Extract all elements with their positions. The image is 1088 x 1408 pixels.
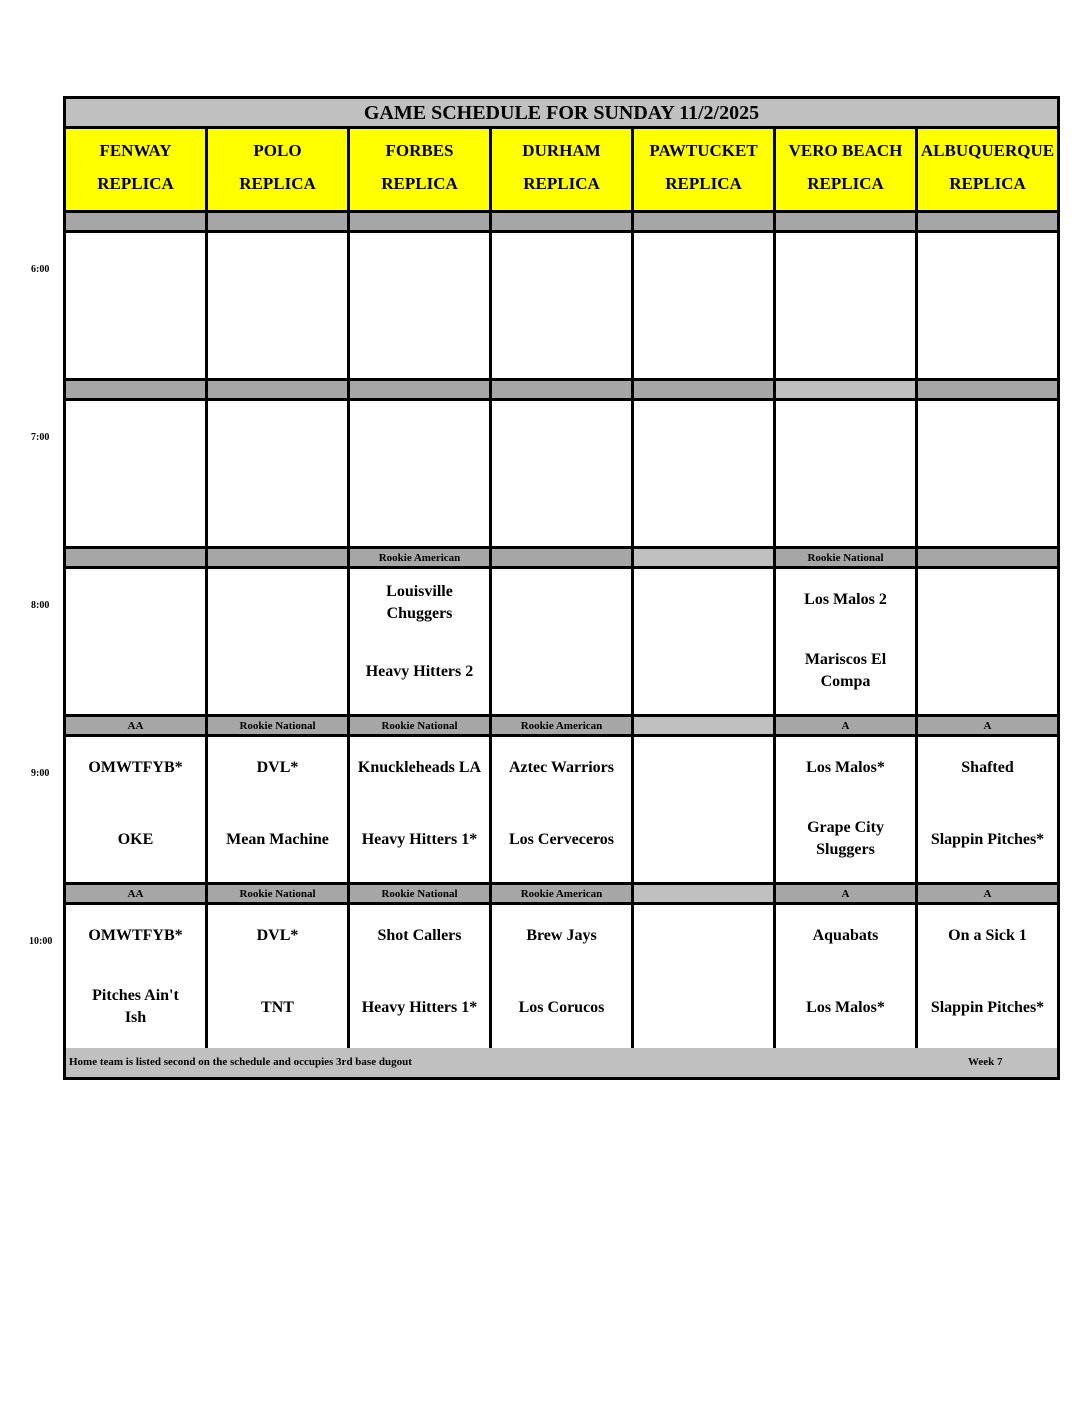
division-label: Rookie National — [776, 549, 918, 569]
division-label: Rookie American — [350, 549, 492, 569]
game-cell — [634, 233, 776, 381]
division-label — [66, 213, 208, 233]
game-cell — [350, 401, 492, 549]
game-cell — [208, 569, 350, 717]
game-cell — [350, 569, 492, 717]
division-label: AA — [66, 717, 208, 737]
game-cell — [492, 905, 634, 1053]
game-cell — [66, 737, 208, 885]
division-label — [350, 213, 492, 233]
home-team: Heavy Hitters 1* — [361, 999, 478, 1016]
away-team: Aquabats — [812, 927, 879, 944]
game-cell — [492, 233, 634, 381]
division-label — [918, 549, 1057, 569]
schedule-title: GAME SCHEDULE FOR SUNDAY 11/2/2025 — [66, 99, 1057, 129]
division-label — [634, 717, 776, 737]
game-cell — [208, 401, 350, 549]
division-label — [776, 381, 918, 401]
away-team: Los Malos 2 — [804, 591, 887, 608]
game-cell — [634, 905, 776, 1053]
away-team: Shafted — [961, 759, 1014, 776]
division-label — [492, 213, 634, 233]
field-header — [66, 129, 208, 213]
field-name: PAWTUCKET — [649, 141, 758, 160]
home-team: Mean Machine — [226, 831, 329, 848]
division-label — [492, 549, 634, 569]
division-label — [66, 381, 208, 401]
home-team: Pitches Ain't Ish — [92, 987, 179, 1026]
field-type: REPLICA — [665, 174, 742, 193]
game-cell — [350, 905, 492, 1053]
game-cell — [492, 737, 634, 885]
division-label — [208, 549, 350, 569]
field-type: REPLICA — [381, 174, 458, 193]
field-header — [918, 129, 1057, 213]
game-cell — [776, 737, 918, 885]
division-label — [66, 549, 208, 569]
game-cell — [350, 233, 492, 381]
home-team: Slappin Pitches* — [930, 999, 1045, 1016]
home-team: Heavy Hitters 1* — [361, 831, 478, 848]
game-cell — [492, 569, 634, 717]
game-cell — [918, 233, 1057, 381]
division-label: Rookie American — [492, 717, 634, 737]
field-header — [776, 129, 918, 213]
division-label — [634, 213, 776, 233]
home-team: Los Corucos — [518, 999, 605, 1016]
division-label — [492, 381, 634, 401]
game-cell — [66, 401, 208, 549]
away-team: DVL* — [256, 759, 299, 776]
game-cell — [918, 401, 1057, 549]
away-team: Shot Callers — [377, 927, 462, 944]
division-label: A — [918, 717, 1057, 737]
field-name: FENWAY — [99, 141, 172, 160]
division-label: Rookie National — [350, 717, 492, 737]
division-label — [776, 213, 918, 233]
game-cell — [208, 905, 350, 1053]
home-team: Heavy Hitters 2 — [365, 663, 474, 680]
game-cell — [918, 905, 1057, 1053]
home-team: Los Cerveceros — [509, 831, 614, 848]
field-type: REPLICA — [807, 174, 884, 193]
field-header — [634, 129, 776, 213]
game-cell — [634, 569, 776, 717]
game-cell — [350, 737, 492, 885]
game-cell — [66, 569, 208, 717]
field-header — [350, 129, 492, 213]
game-cell — [918, 737, 1057, 885]
division-label — [350, 381, 492, 401]
division-label — [208, 213, 350, 233]
away-team: Louisville Chuggers — [386, 583, 453, 622]
division-label: Rookie National — [208, 717, 350, 737]
field-header — [208, 129, 350, 213]
home-team: TNT — [261, 999, 294, 1016]
game-cell — [776, 401, 918, 549]
field-name: DURHAM — [522, 141, 601, 160]
field-name: FORBES — [385, 141, 454, 160]
game-cell — [634, 737, 776, 885]
home-team: OKE — [117, 831, 154, 848]
division-label — [634, 549, 776, 569]
home-team: Grape City Sluggers — [807, 819, 884, 858]
field-name: VERO BEACH — [788, 141, 903, 160]
division-label — [918, 381, 1057, 401]
division-label — [208, 381, 350, 401]
home-team: Mariscos El Compa — [804, 651, 887, 690]
game-cell — [208, 233, 350, 381]
game-cell — [918, 569, 1057, 717]
division-label: AA — [66, 885, 208, 905]
time-label: 9:00 — [31, 768, 50, 779]
away-team: On a Sick 1 — [948, 927, 1027, 944]
division-label: A — [918, 885, 1057, 905]
division-label: Rookie American — [492, 885, 634, 905]
division-label: A — [776, 885, 918, 905]
away-team: Knuckleheads LA — [357, 759, 482, 776]
field-type: REPLICA — [239, 174, 316, 193]
field-type: REPLICA — [523, 174, 600, 193]
game-cell — [776, 233, 918, 381]
game-cell — [66, 233, 208, 381]
away-team: DVL* — [256, 927, 299, 944]
away-team: OMWTFYB* — [88, 759, 183, 776]
field-header — [492, 129, 634, 213]
field-name: ALBUQUERQUE — [920, 141, 1055, 160]
away-team: OMWTFYB* — [88, 927, 183, 944]
home-team: Slappin Pitches* — [930, 831, 1045, 848]
field-name: POLO — [253, 141, 302, 160]
schedule-footer — [66, 1048, 1057, 1077]
division-label — [634, 381, 776, 401]
week-label: Week 7 — [968, 1056, 1003, 1068]
time-label: 10:00 — [29, 936, 53, 947]
time-label: 7:00 — [31, 432, 50, 443]
time-label: 6:00 — [31, 264, 50, 275]
game-cell — [776, 569, 918, 717]
home-team-note: Home team is listed second on the schedule and occupies 3rd base dugout — [69, 1056, 412, 1068]
game-cell — [208, 737, 350, 885]
game-cell — [492, 401, 634, 549]
game-cell — [66, 905, 208, 1053]
game-cell — [776, 905, 918, 1053]
away-team: Los Malos* — [806, 759, 885, 776]
division-label: Rookie National — [350, 885, 492, 905]
away-team: Aztec Warriors — [509, 759, 614, 776]
division-label: Rookie National — [208, 885, 350, 905]
field-type: REPLICA — [97, 174, 174, 193]
division-label — [918, 213, 1057, 233]
away-team: Brew Jays — [526, 927, 597, 944]
game-cell — [634, 401, 776, 549]
schedule-table — [63, 96, 1060, 1080]
division-label: A — [776, 717, 918, 737]
home-team: Los Malos* — [806, 999, 885, 1016]
time-label: 8:00 — [31, 600, 50, 611]
division-label — [634, 885, 776, 905]
field-type: REPLICA — [949, 174, 1026, 193]
